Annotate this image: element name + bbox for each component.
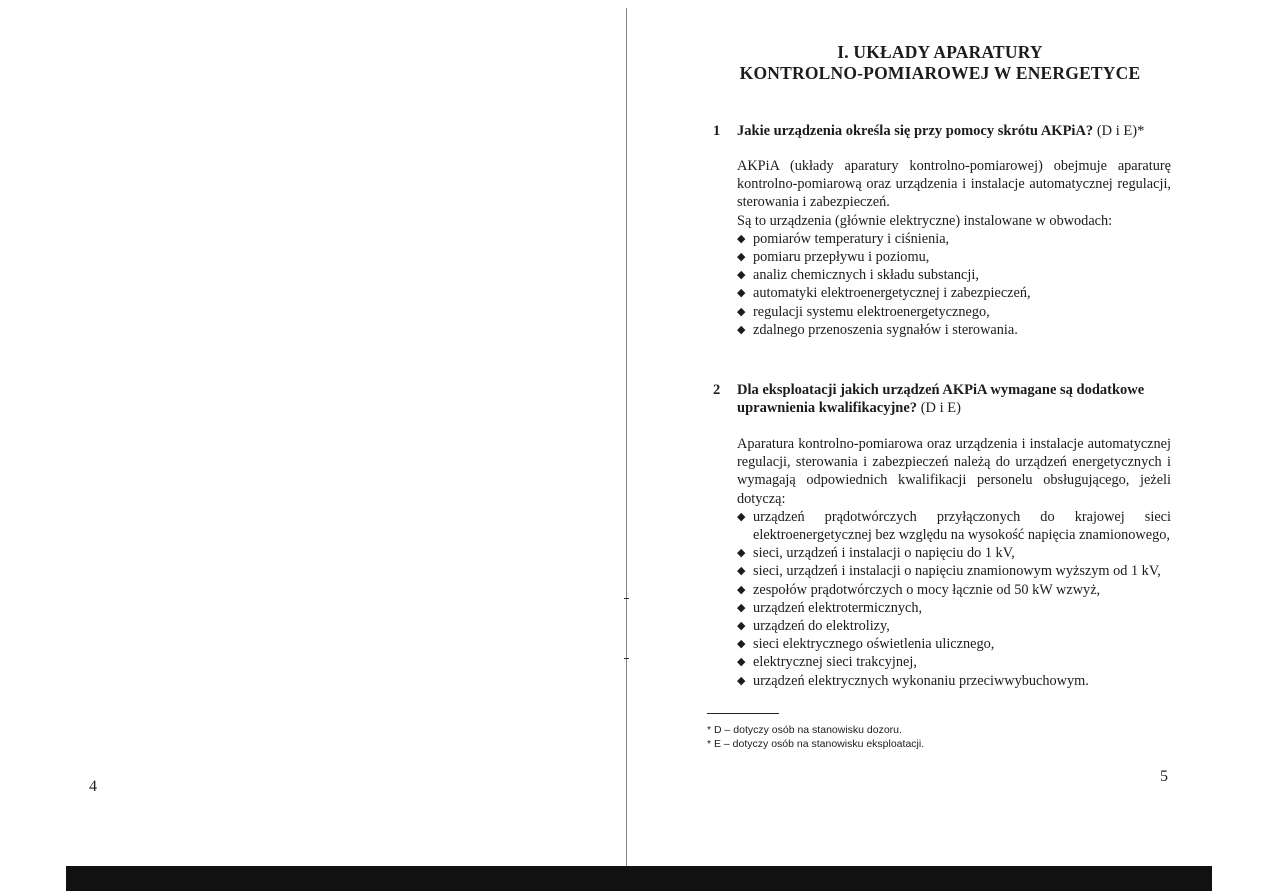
list-item: ◆ pomiaru przepływu i poziomu, (737, 248, 1171, 266)
answer-1 (737, 157, 1171, 339)
list-item: ◆ zespołów prądotwórczych o mocy łącznie od 50 kW wzwyż, (737, 581, 1171, 599)
list-item: ◆ zdalnego przenoszenia sygnałów i sterowania. (737, 321, 1171, 339)
question-text (737, 122, 1173, 140)
answer-paragraph: AKPiA (układy aparatury kontrolno-pomiarowej) obejmuje aparaturę kontrolno-pomiarową oraz urządzenia i instalacje automatycznej regulacji, sterowania i zabezpieczeń. (737, 158, 1171, 211)
list-item: ◆ urządzeń prądotwórczych przyłączonych do krajowej sieci elektroenergetycznej bez względu na wysokość napięcia znamionowego, (737, 508, 1171, 544)
chapter-title-line1: I. UKŁADY APARATURY (837, 42, 1043, 62)
gutter-mark (624, 658, 629, 659)
list-item: ◆ urządzeń elektrotermicznych, (737, 599, 1171, 617)
list-item: ◆ regulacji systemu elektroenergetycznego, (737, 303, 1171, 321)
question-suffix: (D i E)* (1093, 123, 1145, 139)
footnote-rule (707, 713, 779, 714)
list-item: ◆ automatyki elektroenergetycznej i zabezpieczeń, (737, 284, 1171, 302)
list-item: ◆ elektrycznej sieci trakcyjnej, (737, 653, 1171, 671)
list-item: ◆ pomiarów temperatury i ciśnienia, (737, 230, 1171, 248)
left-page-number: 4 (89, 778, 97, 795)
footnote: * E – dotyczy osób na stanowisku eksploatacji. (707, 738, 925, 750)
question-number: 1 (713, 123, 721, 139)
question-main: Jakie urządzenia określa się przy pomocy skrótu AKPiA? (737, 123, 1094, 139)
right-page-number: 5 (1160, 768, 1168, 785)
question-1 (713, 122, 1173, 140)
footnote: * D – dotyczy osób na stanowisku dozoru. (707, 724, 902, 736)
list-item: ◆ sieci elektrycznego oświetlenia ulicznego, (737, 635, 1171, 653)
answer-paragraph: Są to urządzenia (głównie elektryczne) instalowane w obwodach: (737, 212, 1113, 229)
list-item: ◆ urządzeń elektrycznych wykonaniu przeciwwybuchowym. (737, 672, 1171, 690)
answer-2 (737, 435, 1171, 690)
chapter-title (700, 42, 1180, 84)
question-number: 2 (713, 382, 721, 398)
gutter-mark (624, 598, 629, 599)
list-item: ◆ urządzeń do elektrolizy, (737, 617, 1171, 635)
question-suffix: (D i E) (917, 400, 961, 416)
question-main: Dla eksploatacji jakich urządzeń AKPiA wymagane są dodatkowe uprawnienia kwalifikacyjne? (737, 382, 1145, 416)
bullet-list (737, 508, 1171, 690)
footnotes (707, 723, 924, 751)
book-gutter (626, 8, 627, 866)
list-item: ◆ analiz chemicznych i składu substancji, (737, 266, 1171, 284)
bullet-list (737, 230, 1171, 339)
list-item: ◆ sieci, urządzeń i instalacji o napięciu do 1 kV, (737, 544, 1171, 562)
answer-paragraph: Aparatura kontrolno-pomiarowa oraz urządzenia i instalacje automatycznej regulacji, sterowania i zabezpieczeń należą do urządzeń energetycznych i wymagają odpowiednich kwalifikacji personelu obsługującego, jeżeli dotyczą: (737, 436, 1171, 507)
question-text (737, 381, 1173, 417)
list-item: ◆ sieci, urządzeń i instalacji o napięciu znamionowym wyższym od 1 kV, (737, 562, 1171, 580)
question-2 (713, 381, 1173, 417)
chapter-title-line2: KONTROLNO-POMIAROWEJ W ENERGETYCE (739, 63, 1141, 83)
scan-bottom-bar (66, 866, 1212, 891)
